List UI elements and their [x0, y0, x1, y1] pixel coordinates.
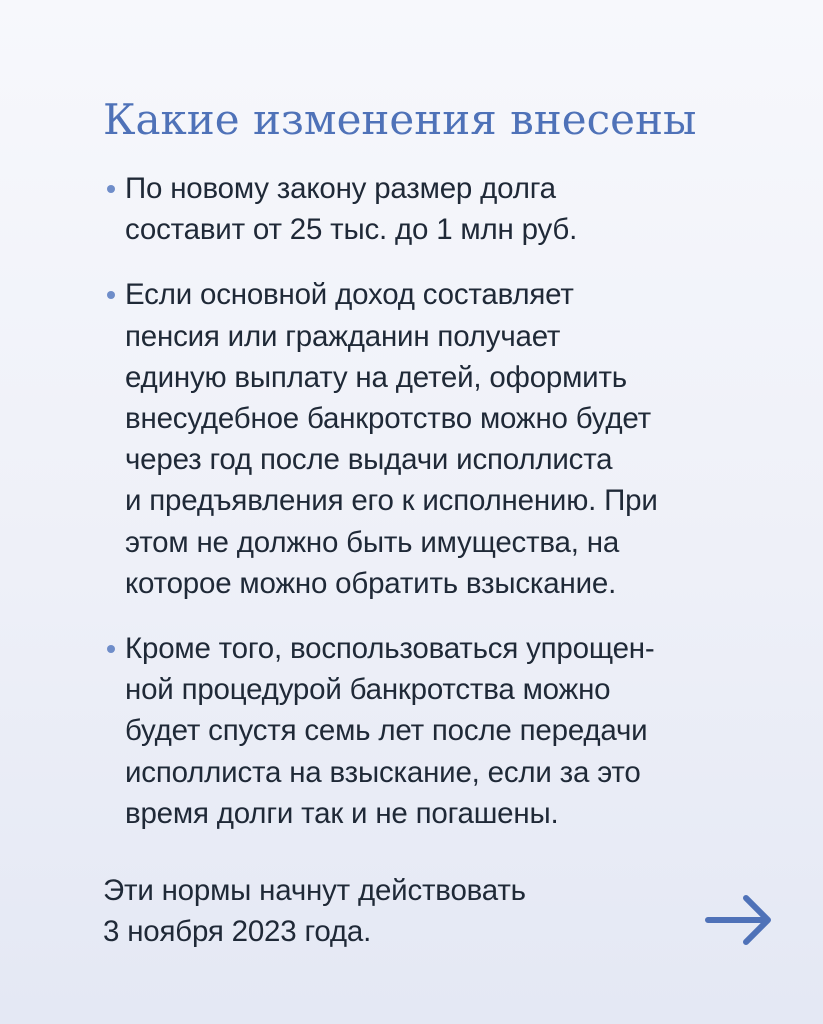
bullet-icon — [107, 645, 115, 653]
bullet-line: время долги так и не погашены. — [125, 796, 559, 830]
footer-line: Эти нормы начнут действовать — [103, 874, 526, 907]
list-item — [103, 628, 793, 834]
effective-date-note — [103, 870, 526, 952]
bullet-line: этом не должно быть имущества, на — [125, 525, 620, 559]
bullet-icon — [107, 185, 115, 193]
list-item — [103, 168, 793, 250]
bullet-icon — [107, 291, 115, 299]
bullet-line: которое можно обратить взыскание. — [125, 566, 617, 600]
bullet-line: через год после выдачи исполлиста — [125, 443, 613, 477]
bullet-list — [103, 168, 793, 858]
bullet-line: Если основной доход составляет — [125, 278, 574, 312]
bullet-line: По новому закону размер долга — [125, 172, 556, 205]
bullet-line: пенсия или гражданин получает — [125, 319, 561, 353]
bullet-line: и предъявления его к исполнению. При — [125, 484, 658, 518]
arrow-right-icon[interactable] — [704, 892, 776, 948]
bullet-line: будет спустя семь лет после передачи — [125, 714, 648, 748]
bullet-line: составит от 25 тыс. до 1 млн руб. — [125, 213, 578, 247]
bullet-line: Кроме того, воспользоваться упрощен- — [125, 632, 655, 666]
list-item — [103, 274, 793, 604]
bullet-line: ной процедурой банкротства можно — [125, 673, 611, 707]
bullet-line: единую выплату на детей, оформить — [125, 360, 627, 394]
footer-line: 3 ноября 2023 года. — [103, 915, 372, 949]
bullet-line: внесудебное банкротство можно будет — [125, 402, 651, 436]
bullet-line: исполлиста на взыскание, если за это — [125, 755, 641, 789]
page-title: Какие изменения внесены — [103, 95, 697, 144]
